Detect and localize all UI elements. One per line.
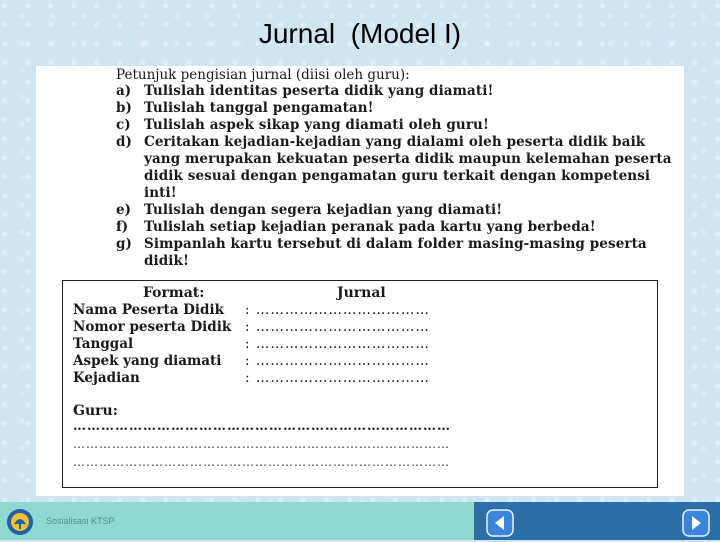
field-value: : ……………………………… (245, 336, 430, 352)
instruction-letter: d) (116, 134, 132, 150)
journal-label: Jurnal (337, 285, 386, 301)
guru-dots-line: …………………………………………………………………………… (73, 455, 450, 469)
instruction-letter: e) (116, 202, 131, 218)
instruction-item (116, 117, 676, 134)
field-value: : ……………………………… (245, 319, 430, 335)
instruction-letter: c) (116, 117, 131, 133)
instructions (116, 66, 676, 270)
tut-wuri-handayani-logo (6, 508, 34, 536)
instruction-letter: g) (116, 236, 132, 252)
field-label: Kejadian (73, 370, 140, 386)
instruction-item (116, 83, 676, 100)
footer-text: Sosialisasi KTSP (46, 516, 115, 526)
field-label: Nama Peserta Didik (73, 302, 224, 318)
guru-dots-line: ……………………………………………………………………… (73, 419, 451, 434)
instruction-text: Tulislah dengan segera kejadian yang diamati! (144, 202, 503, 218)
field-row (73, 302, 430, 319)
prev-arrow-icon[interactable] (486, 509, 514, 537)
instruction-text: Tulislah aspek sikap yang diamati oleh guru! (144, 117, 489, 133)
instruction-item (116, 236, 676, 270)
slide-title: Jurnal (Model I) (258, 18, 462, 49)
field-row (73, 336, 430, 353)
field-value: : ……………………………… (245, 353, 430, 369)
field-value: : ……………………………… (245, 370, 430, 386)
field-label: Tanggal (73, 336, 134, 352)
instruction-letter: b) (116, 100, 132, 116)
instruction-text: Tulislah tanggal pengamatan! (144, 100, 374, 116)
field-row (73, 319, 430, 336)
instruction-text: Tulislah identitas peserta didik yang diamati! (144, 83, 494, 99)
instruction-item (116, 100, 676, 117)
field-value: : ……………………………… (245, 302, 430, 318)
guru-dots-line: …………………………………………………………………………… (73, 437, 450, 451)
instruction-text: Simpanlah kartu tersebut di dalam folder masing-masing peserta didik! (144, 236, 647, 269)
instruction-item (116, 202, 676, 219)
format-heading: Format: (143, 285, 205, 301)
next-arrow-icon[interactable] (682, 509, 710, 537)
field-label: Nomor peserta Didik (73, 319, 232, 335)
footer-nav-panel (474, 502, 720, 540)
instructions-title: Petunjuk pengisian jurnal (diisi oleh guru): (116, 67, 410, 83)
footer-left-panel (0, 502, 474, 540)
document-page (36, 66, 684, 496)
field-row (73, 370, 430, 387)
journal-format-box (62, 280, 658, 488)
instruction-letter: f) (116, 219, 129, 235)
field-row (73, 353, 430, 370)
format-fields (73, 302, 430, 387)
instruction-item (116, 219, 676, 236)
field-label: Aspek yang diamati (73, 353, 222, 369)
instructions-list (116, 83, 676, 270)
footer-bar (0, 502, 720, 540)
instruction-item (116, 134, 676, 202)
guru-label: Guru: (73, 403, 118, 419)
instruction-text: Ceritakan kejadian-kejadian yang dialami oleh peserta didik baik yang merupakan kekuatan peserta didik maupun kelemahan peserta didik sesuai dengan pengamatan guru terkait dengan kompetensi inti! (144, 134, 672, 201)
instruction-letter: a) (116, 83, 132, 99)
instruction-text: Tulislah setiap kejadian peranak pada kartu yang berbeda! (144, 219, 596, 235)
